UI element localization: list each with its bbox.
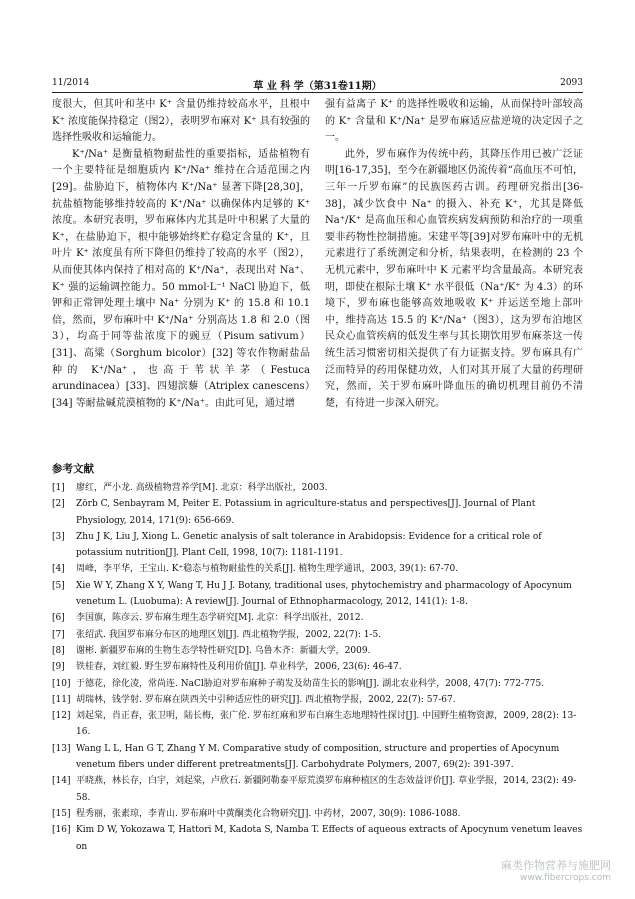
reference-item [52,822,583,855]
reference-number: [7] [52,629,65,640]
reference-text: Xie W Y, Zhang X Y, Wang T, Hu J J. Botany, traditional uses, phytochemistry and pharmacology of Apocynum venetum L. (Luobuma): A review[J]. Journal of Ethnopharmacology, 2012, 141(1): 1-8. [76,580,572,608]
reference-text: 张绍武. 我国罗布麻分布区的地理区划[J]. 西北植物学报，2002, 22(7): 1-5. [76,629,382,640]
watermark-url: www.fibercrops.com [520,873,611,883]
reference-number: [5] [52,580,65,591]
reference-number: [1] [52,483,65,493]
reference-item [52,692,583,708]
reference-text: Zhu J K, Liu J, Xiong L. Genetic analysis of salt tolerance in Arabidopsis: Evidence for a critical role of potassium nutrition[J]. Plant Cell, 1998, 10(7): 1181-1191. [76,531,542,559]
reference-item [52,610,583,626]
reference-item [52,773,583,806]
reference-number: [6] [52,613,65,624]
paragraph: K⁺/Na⁺ 是衡量植物耐盐性的重要指标，适盐植物有一个主要特征是细胞质内 K⁺/Na⁺ 维持在合适范围之内[29]。盐胁迫下，植物体内 K⁺/Na⁺ 显著下降[28,30]，抗盐植物能够维持较高的 K⁺/Na⁺ 以确保体内足够的 K⁺ 浓度。本研究表明，罗布麻体内尤其是叶中积累了大量的 K⁺，在盐胁迫下，根中能够始终贮存稳定含量的 K⁺，且叶片 K⁺ 浓度虽有所下降但仍维持了较高的水平（图2），从而使其体内保持了相对高的 K⁺/Na⁺，表现出对 Na⁺、K⁺ 强的运输调控能力。50 mmol·L⁻¹ NaCl 胁迫下，低钾和正常钾处理土壤中 Na⁺ 分别为 K⁺ 的 15.8 和 10.1 倍，然而，罗布麻叶中 K⁺/Na⁺ 分别高达 1.8 和 2.0（图3），均高于同等盐浓度下的豌豆（Pisum sativum）[31]、高粱（Sorghum bicolor）[32] 等农作物耐盐品种的 K⁺/Na⁺，也高于苇状羊茅（Festuca arundinacea）[33]、四翅滨藜（Atriplex canescens）[34] 等耐盐碱荒漠植物的 K⁺/Na⁺。由此可见，通过增 [52,148,310,409]
reference-number: [13] [52,743,71,754]
running-header [52,76,583,93]
paragraph: 此外，罗布麻作为传统中药，其降压作用已被广泛证明[16-17,35]，至今在新疆地区仍流传着“高血压不可怕，三年一斤罗布麻”的民族医药古训。药理研究指出[36-38]，减少饮食中 Na⁺ 的摄入、补充 K⁺，尤其是降低 Na⁺/K⁺ 是高血压和心血管疾病发病预防和治疗的一项重要非药物性控制措施。宋建平等[39]对罗布麻叶中的无机元素进行了系统测定和分析，结果表明，在检测的 23 个无机元素中，罗布麻叶中 K 元素平均含量最高。本研究表明，即使在根际土壤 K⁺ 水平很低（Na⁺/K⁺ 为 4.3）的环境下，罗布麻也能够高效地吸收 K⁺ 并运送至地上部叶中，维持高达 15.5 的 K⁺/Na⁺（图3），这为罗布泊地区民众心血管疾病的低发生率与其长期饮用罗布麻茶这一传统生活习惯密切相关提供了有力证据支持。罗布麻具有广泛而特异的药用保健功效，人们对其开展了大量的药理研究，然而，关于罗布麻叶降血压的确切机理目前仍不清楚，有待进一步深入研究。 [325,148,583,409]
site-watermark [451,857,611,883]
reference-item [52,708,583,741]
reference-number: [10] [52,678,71,689]
reference-text: 周峰，李平华，王宝山. K⁺稳态与植物耐盐性的关系[J]. 植物生理学通讯，2003, 39(1): 67-70. [76,564,459,575]
reference-number: [16] [52,825,71,836]
reference-number: [3] [52,531,65,542]
page-number: 2093 [560,78,583,88]
reference-text: 于德花，徐化凌，常尚连. NaCl胁迫对罗布麻种子萌发及幼苗生长的影响[J]. 湖北农业科学，2008, 47(7): 772-775. [76,678,545,689]
reference-item [52,659,583,675]
reference-number: [14] [52,776,71,787]
reference-text: 程秀丽，张素琼，李青山. 罗布麻叶中黄酮类化合物研究[J]. 中药材，2007, 30(9): 1086-1088. [76,808,461,819]
left-column [52,97,310,412]
watermark-name: 麻类作物营养与施肥网 [501,859,611,872]
reference-text: 廖红，严小龙. 高级植物营养学[M]. 北京：科学出版社，2003. [76,483,328,493]
header-date: 11/2014 [52,78,90,88]
journal-title: 草 业 科 学（第31卷11期） [253,81,382,92]
reference-number: [11] [52,694,71,705]
reference-text: Wang L L, Han G T, Zhang Y M. Comparative study of composition, structure and properties of Apocynum venetum fibers under different pretreatments[J]. Carbohydrate Polymers, 2007, 69(2): 391-397. [76,743,560,771]
reference-text: 铁桂春，刘红毅. 野生罗布麻特性及利用价值[J]. 草业科学，2006, 23(6): 46-47. [76,662,402,673]
reference-item [52,561,583,577]
reference-list [52,480,583,855]
reference-item [52,480,583,496]
references-heading: 参考文献 [52,463,94,475]
reference-number: [8] [52,645,65,656]
body-columns [52,97,583,457]
reference-number: [2] [52,499,65,510]
reference-number: [12] [52,711,71,722]
paragraph: 强有益离子 K⁺ 的选择性吸收和运输，从而保持叶部较高的 K⁺ 含量和 K⁺/Na⁺ 是罗布麻适应盐逆境的决定因子之一。 [325,99,583,144]
reference-text: 刘起棠，肖正春，张卫明，陆长梅，张广伦. 罗布红麻和罗布白麻生态地理特性探讨[J]. 中国野生植物资源，2009, 28(2): 13-16. [76,711,577,738]
right-column [325,97,583,412]
reference-item [52,643,583,659]
reference-text: 胡瑞林，钱学射. 罗布麻在陕西关中引种适应性的研究[J]. 西北植物学报，2002, 22(7): 57-67. [76,694,456,705]
reference-item [52,496,583,529]
reference-item [52,578,583,611]
reference-item [52,676,583,692]
reference-number: [9] [52,662,65,673]
reference-text: 李国旗，陈彦云. 罗布麻生理生态学研究[M]. 北京：科学出版社，2012. [76,613,364,624]
reference-text: 平晓燕，林长存，白宇，刘起棠，卢欣石. 新疆阿勒泰平原荒漠罗布麻种植区的生态效益评价[J]. 草业学报，2014, 23(2): 49-58. [76,776,577,803]
reference-item [52,529,583,562]
reference-text: Kim D W, Yokozawa T, Hattori M, Kadota S, Namba T. Effects of aqueous extracts of Apocynum venetum leaves on [76,825,583,852]
reference-item [52,627,583,643]
reference-item [52,806,583,822]
reference-text: 谢彬. 新疆罗布麻的生物生态学特性研究[D]. 乌鲁木齐：新疆大学，2009. [76,645,371,656]
paragraph: 度很大，但其叶和茎中 K⁺ 含量仍维持较高水平，且根中 K⁺ 浓度能保持稳定（图2），表明罗布麻对 K⁺ 具有较强的选择性吸收和运输能力。 [52,99,310,144]
reference-item [52,741,583,774]
reference-number: [15] [52,808,71,819]
reference-number: [4] [52,564,65,575]
reference-text: Zörb C, Senbayram M, Peiter E. Potassium in agriculture-status and perspectives[J]. Journal of Plant Physiology, 2014, 171(9): 656-669. [76,499,536,526]
